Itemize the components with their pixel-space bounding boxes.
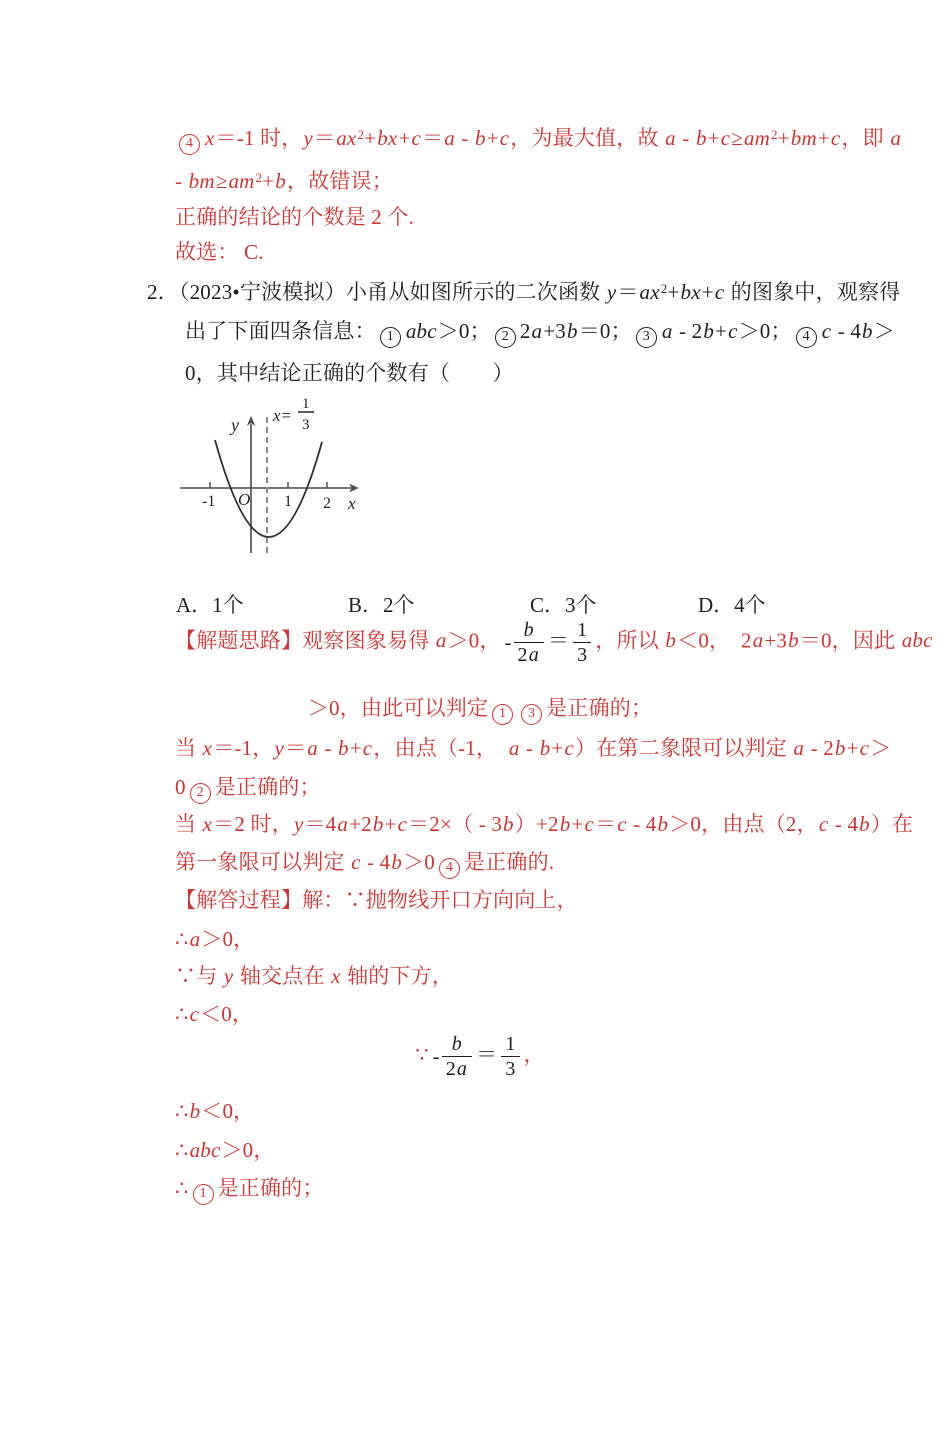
analysis-line-3: 当 x＝-1，y＝a - b+c，由点（-1， a - b+c）在第二象限可以判定 a - 2b+c＞ xyxy=(175,736,892,760)
solution-line-4: ∴c＜0， xyxy=(175,1002,254,1026)
circled-number: 2 xyxy=(495,327,516,348)
analysis-line-2: ＞0，由此可以判定 1 3 是正确的； xyxy=(140,693,820,725)
answer4-line-2: - $bm\ge am^2+b$，故错误； xyxy=(175,169,393,193)
circled-number: 3 xyxy=(521,704,542,725)
tick-label-neg1: -1 xyxy=(202,493,216,510)
analysis-line-5: 当 x＝2 时，y＝4a+2b+c＝2×（ - 3b）+2b+c＝c - 4b＞0，由点（2，c - 4b）在 xyxy=(175,812,914,836)
circled-number: 4 xyxy=(439,858,460,879)
option-c: C．3个 xyxy=(530,593,597,617)
option-d: D．4个 xyxy=(698,593,766,617)
circled-number: 1 xyxy=(380,327,401,348)
circled-number: 1 xyxy=(492,704,513,725)
circled-number: 4 xyxy=(179,134,200,155)
option-a: A．1个 xyxy=(176,593,244,617)
inline-fraction: 1 3 xyxy=(573,618,591,667)
analysis-line-6: 第一象限可以判定 c - 4b＞0 4 是正确的. xyxy=(175,847,554,879)
parabola-figure xyxy=(178,393,368,573)
analysis-line-4: 0 2 是正确的； xyxy=(175,772,321,804)
option-b: B．2个 xyxy=(348,593,415,617)
inline-fraction: - b 2a xyxy=(433,1032,472,1081)
solution-line-3: ∵与 y 轴交点在 x 轴的下方， xyxy=(175,964,454,988)
circled-number: 4 xyxy=(796,327,817,348)
circled-number: 2 xyxy=(190,783,211,804)
tick-label-2: 2 xyxy=(323,495,331,512)
circled-number: 3 xyxy=(636,327,657,348)
y-axis-label: y xyxy=(231,415,239,435)
solution-line-5: ∵ - b 2a ＝ 1 3 ， xyxy=(415,1033,545,1080)
solution-line-7: ∴abc＞0， xyxy=(175,1138,275,1162)
x-axis-label: x xyxy=(348,494,356,513)
symmetry-label-den: 3 xyxy=(302,417,310,433)
solution-line-1: 【解答过程】解：∵抛物线开口方向向上， xyxy=(175,888,578,912)
inline-fraction: 1 3 xyxy=(501,1032,519,1081)
solution-line-8: ∴ 1 是正确的； xyxy=(175,1173,324,1205)
answer4-line-1: 4 x＝-1 时，$y=ax^2+bx+c=a - b+c$，为最大值，故 $a - b+c\ge am^2+bm+c$，即 a xyxy=(175,123,902,155)
symmetry-label-prefix: x= xyxy=(273,406,293,425)
q2-stem-line-2: 出了下面四条信息： 1 abc＞0； 2 2a+3b＝0； 3 a - 2b+c＞0； 4 c - 4b＞ xyxy=(185,316,895,348)
answer-choice-line: 故选： C. xyxy=(175,240,264,264)
inline-fraction: - b 2a xyxy=(505,618,544,667)
solution-line-2: ∴a＞0， xyxy=(175,927,255,951)
symmetry-label-num: 1 xyxy=(302,396,310,412)
origin-label: O xyxy=(238,490,251,509)
answer-count-line: 正确的结论的个数是 2 个. xyxy=(175,205,415,229)
q2-stem-line-1: 2．（2023•宁波模拟）小甬从如图所示的二次函数 $y=ax^2+bx+c$ 的图象中，观察得 xyxy=(147,280,901,304)
tick-label-1: 1 xyxy=(284,493,292,510)
analysis-line-1: 【解题思路】观察图象易得 a＞0， - b 2a ＝ 1 3 ，所以 b＜0， 2a+3b＝0，因此 abc xyxy=(175,619,933,666)
solution-line-6: ∴b＜0， xyxy=(175,1099,255,1123)
circled-number: 1 xyxy=(193,1184,214,1205)
q2-stem-line-3: 0，其中结论正确的个数有（ ） xyxy=(185,361,514,385)
